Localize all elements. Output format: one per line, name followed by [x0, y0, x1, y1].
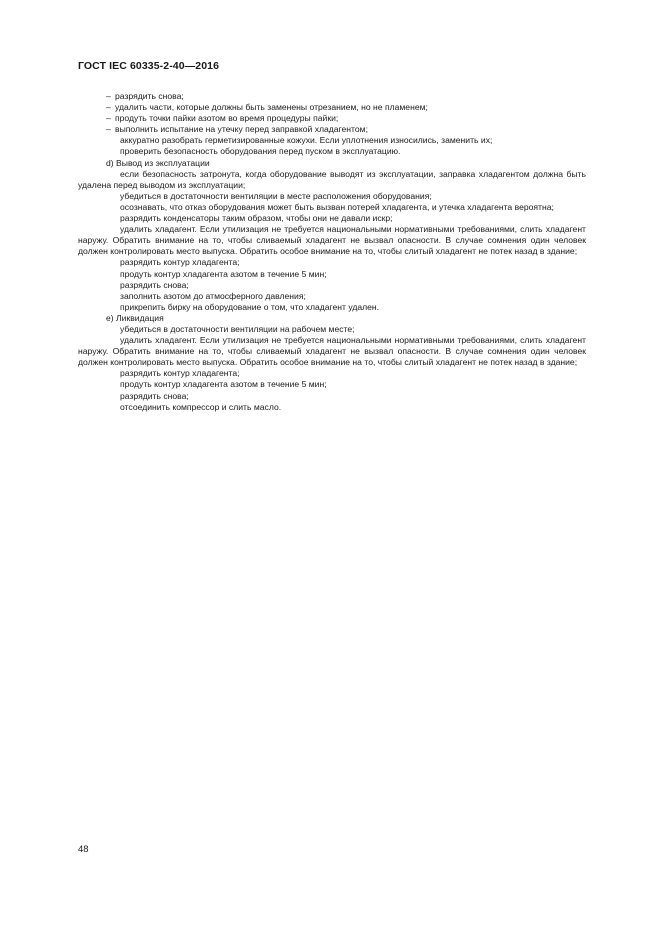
- section-d-heading: d) Вывод из эксплуатации: [106, 157, 210, 168]
- section-e-remove-paragraph: удалить хладагент. Если утилизация не требуется национальными нормативными требованиями, слить хладагент наружу. Обратить внимание на то, чтобы сливаемый хладагент не вызвал опасности. В случае сомнения один человек должен контролировать место выпуска. Обратить особое внимание на то, чтобы слитый хладагент не потек назад в здание;: [78, 335, 586, 368]
- list-item: продуть контур хладагента азотом в течение 5 мин;: [120, 268, 327, 279]
- list-item: продуть контур хладагента азотом в течение 5 мин;: [120, 379, 327, 390]
- dash-item: – продуть точки пайки азотом во время процедуры пайки;: [106, 113, 339, 124]
- list-item: отсоединить компрессор и слить масло.: [120, 401, 282, 412]
- list-item: разрядить снова;: [120, 390, 189, 401]
- list-item: заполнить азотом до атмосферного давления;: [120, 290, 306, 301]
- section-e-heading: e) Ликвидация: [106, 312, 164, 323]
- list-item: осознавать, что отказ оборудования может быть вызван потерей хладагента, и утечка хладагента вероятна;: [120, 201, 554, 212]
- dash-item: – выполнить испытание на утечку перед заправкой хладагентом;: [106, 124, 368, 135]
- list-item: прикрепить бирку на оборудование о том, что хладагент удален.: [120, 301, 380, 312]
- dash-item: – разрядить снова;: [106, 91, 184, 101]
- list-item: разрядить конденсаторы таким образом, чтобы они не давали искр;: [120, 213, 393, 224]
- list-item: убедиться в достаточности вентиляции на рабочем месте;: [120, 323, 355, 334]
- list-item: разрядить снова;: [120, 279, 189, 290]
- seal-line: проверить безопасность оборудования перед пуском в эксплуатацию.: [120, 146, 401, 157]
- document-body: [78, 91, 586, 413]
- list-item: разрядить контур хладагента;: [120, 257, 240, 268]
- list-item: убедиться в достаточности вентиляции в месте расположения оборудования;: [120, 190, 432, 201]
- dash-item: – удалить части, которые должны быть заменены отрезанием, но не пламенем;: [106, 102, 428, 113]
- page-number: 48: [78, 844, 89, 855]
- seal-line: аккуратно разобрать герметизированные кожухи. Если уплотнения износились, заменить их;: [120, 135, 493, 146]
- document-header: ГОСТ IEC 60335-2-40—2016: [78, 60, 220, 72]
- section-d-intro: если безопасность затронута, когда оборудование выводят из эксплуатации, заправка хладагентом должна быть удалена перед выводом из эксплуатации;: [78, 168, 586, 190]
- section-d-remove-paragraph: удалить хладагент. Если утилизация не требуется национальными нормативными требованиями, слить хладагент наружу. Обратить внимание на то, чтобы сливаемый хладагент не вызвал опасности. В случае сомнения один человек должен контролировать место выпуска. Обратить особое внимание на то, чтобы слитый хладагент не потек назад в здание;: [78, 224, 586, 257]
- list-item: разрядить контур хладагента;: [120, 368, 240, 379]
